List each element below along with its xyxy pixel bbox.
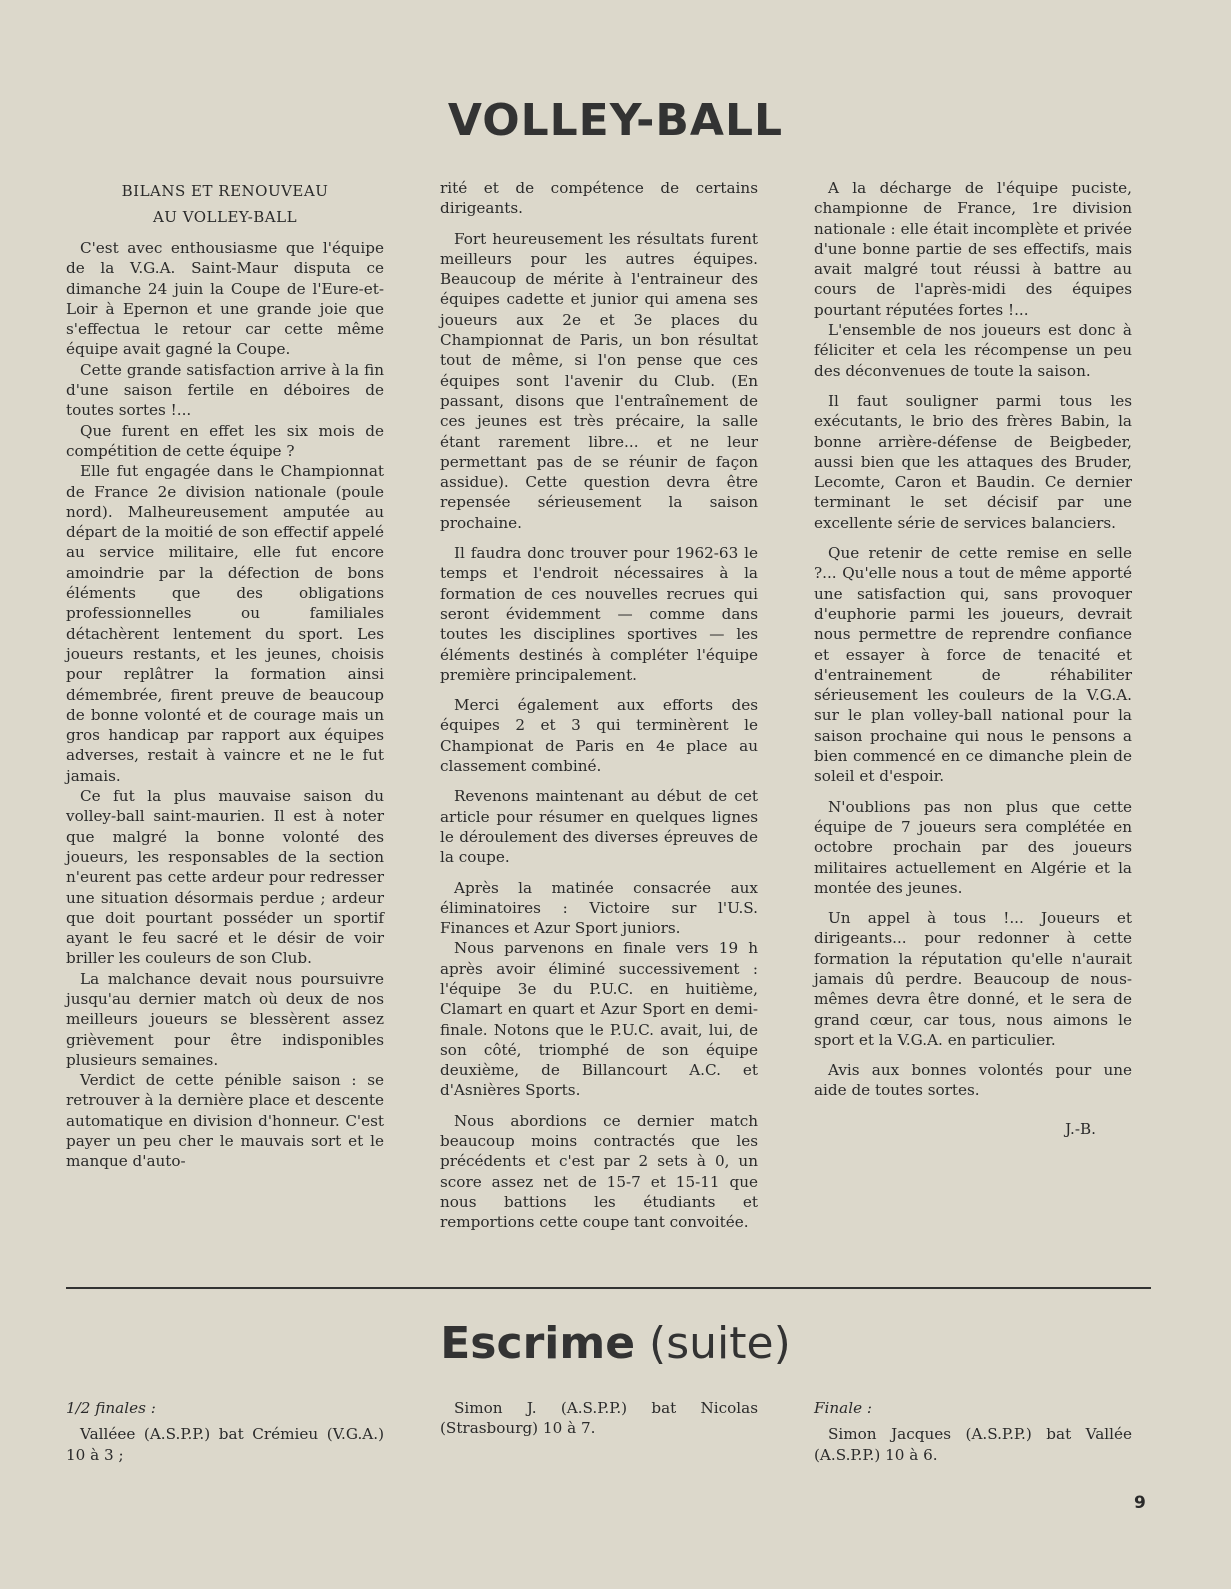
paragraph: Avis aux bonnes volontés pour une aide de toutes sortes. [814,1061,1132,1100]
paragraph: Que retenir de cette remise en selle ?... Qu'elle nous a tout de même apporté une satisfaction qui, sans provoquer d'euphorie parmi les joueurs, devrait nous permettre de reprendre confiance et essayer à force de tenacité et d'entrainement de réhabiliter sérieusement les couleurs de la V.G.A. sur le plan volley-ball national pour la saison prochaine qui nous le pensons a bien commencé en ce dimanche plein de soleil et d'espoir. [814,544,1132,786]
paragraph: Nous abordions ce dernier match beaucoup moins contractés que les précédents et c'est par 2 sets à 0, un score assez net de 15-7 et 15-11 que nous battions les étudiants et remportions cette coupe tant convoitée. [440,1111,758,1232]
paragraph: La malchance devait nous poursuivre jusqu'au dernier match où deux de nos meilleurs joueurs se blessèrent assez grièvement pour être indisponibles plusieurs semaines. [66,969,384,1069]
escrime-title-main: Escrime [440,1318,636,1369]
paragraph: Après la matinée consacrée aux éliminatoires : Victoire sur l'U.S. Finances et Azur Sport juniors. [440,878,758,938]
article-column-2 [440,178,758,1233]
escrime-column-1 [66,1398,384,1465]
paragraph: Que furent en effet les six mois de compétition de cette équipe ? [66,421,384,460]
paragraph: Cette grande satisfaction arrive à la fin d'une saison fertile en déboires de toutes sortes !... [66,360,384,420]
paragraph: A la décharge de l'équipe puciste, championne de France, 1re division nationale : elle était incomplète et privée d'une bonne partie de ses effectifs, mais avait malgré tout réussi à battre au cours de l'après-midi des équipes pourtant réputées fortes !... [814,179,1132,319]
escrime-column-3 [814,1398,1132,1465]
subheading-line-2: AU VOLLEY-BALL [152,208,298,226]
paragraph: N'oublions pas non plus que cette équipe de 7 joueurs sera complétée en octobre prochain par des joueurs militaires actuellement en Algérie et la montée des jeunes. [814,797,1132,897]
paragraph: L'ensemble de nos joueurs est donc à féliciter et cela les récompense un peu des déconvenues de toute la saison. [814,321,1132,380]
paragraph: Merci également aux efforts des équipes 2 et 3 qui terminèrent le Championat de Paris en 4e place au classement combiné. [440,696,758,776]
paragraph: Revenons maintenant au début de cet article pour résumer en quelques lignes le déroulement des diverses épreuves de la coupe. [440,787,758,867]
paragraph: Ce fut la plus mauvaise saison du volley-ball saint-maurien. Il est à noter que malgré la bonne volonté des joueurs, les responsables de la section n'eurent pas cette ardeur pour redresser une situation désormais perdue ; ardeur que doit pourtant posséder un sportif ayant le feu sacré et le désir de voir briller les couleurs de son Club. [66,787,384,968]
paragraph: Elle fut engagée dans le Championnat de France 2e division nationale (poule nord). Malheureusement amputée au départ de la moitié de son effectif appelé au service militaire, elle fut encore amoindrie par la défection de bons éléments que des obligations professionnelles ou familiales détachèrent lentement du sport. Les joueurs restants, et les jeunes, choisis pour replâtrer la formation ainsi démembrée, firent preuve de beaucoup de bonne volonté et de courage mais un gros handicap par rapport aux équipes adverses, restait à vaincre et ne le fut jamais. [66,462,384,785]
paragraph: rité et de compétence de certains dirigeants. [440,179,758,218]
author-signature: J.-B. [1065,1119,1096,1138]
article-column-3 [814,178,1132,1139]
paragraph: Fort heureusement les résultats furent meilleurs pour les autres équipes. Beaucoup de mérite à l'entraineur des équipes cadette et junior qui amena ses joueurs aux 2e et 3e places du Championnat de Paris, un bon résultat tout de même, si l'on pense que ces équipes sont l'avenir du Club. (En passant, disons que l'entraînement de ces jeunes est très précaire, la salle étant rarement libre... et ne leur permettant pas de se réunir de façon assidue). Cette question devra être repensée sérieusement la saison prochaine. [440,229,758,532]
paragraph: Nous parvenons en finale vers 19 h après avoir éliminé successivement : l'équipe 3e du P.U.C. en huitième, Clamart en quart et Azur Sport en demi-finale. Notons que le P.U.C. avait, lui, de son côté, triomphé de son équipe deuxième, de Billancourt A.C. et d'Asnières Sports. [440,939,758,1100]
page-title: VOLLEY-BALL [447,95,784,146]
paragraph: Un appel à tous !... Joueurs et dirigeants... pour redonner à cette formation la réputation qu'elle n'aurait jamais dû perdre. Beaucoup de nous-mêmes devra être donné, et le sera de grand cœur, car tous, nous aimons le sport et la V.G.A. en particulier. [814,909,1132,1049]
final-label: Finale : [814,1399,873,1417]
paragraph: C'est avec enthousiasme que l'équipe de la V.G.A. Saint-Maur disputa ce dimanche 24 juin la Coupe de l'Eure-et-Loir à Epernon et une grande joie que s'effectua le retour car cette même équipe avait gagné la Coupe. [66,239,384,359]
section-divider [66,1287,1151,1289]
paragraph: Il faut souligner parmi tous les exécutants, le brio des frères Babin, la bonne arrière-défense de Beigbeder, aussi bien que les attaques des Bruder, Lecomte, Caron et Baudin. Ce dernier terminant le set décisif par une excellente série de services balanciers. [814,391,1132,532]
escrime-column-2 [440,1398,758,1439]
page-number: 9 [1134,1493,1146,1513]
escrime-title-suffix: (suite) [649,1318,791,1369]
semi-final-result: Simon J. (A.S.P.P.) bat Nicolas (Strasbourg) 10 à 7. [440,1399,758,1438]
article-subheading [66,178,384,230]
article-column-1 [66,178,384,1172]
paragraph: Il faudra donc trouver pour 1962-63 le temps et l'endroit nécessaires à la formation de ces nouvelles recrues qui seront évidemment — comme dans toutes les disciplines sportives — les éléments destinés à compléter l'équipe première principalement. [440,544,758,684]
escrime-title [0,1318,1231,1369]
final-result: Simon Jacques (A.S.P.P.) bat Vallée (A.S.P.P.) 10 à 6. [814,1425,1132,1464]
semi-finals-label: 1/2 finales : [66,1399,156,1417]
subheading-line-1: BILANS ET RENOUVEAU [121,182,329,200]
paragraph: Verdict de cette pénible saison : se retrouver à la dernière place et descente automatique en division d'honneur. C'est payer un peu cher le mauvais sort et le manque d'auto- [66,1071,384,1171]
semi-final-result: Valléee (A.S.P.P.) bat Crémieu (V.G.A.) 10 à 3 ; [66,1425,384,1464]
